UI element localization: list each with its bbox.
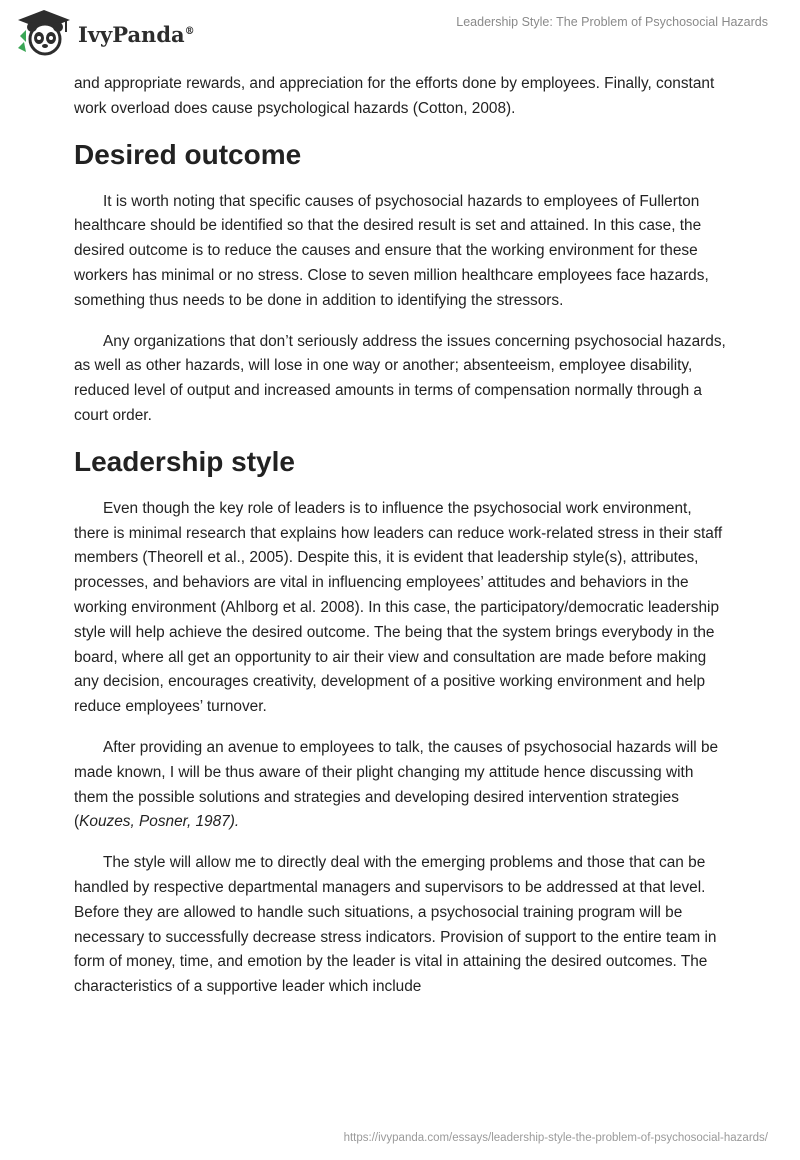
paragraph	[74, 736, 726, 835]
document-title: Leadership Style: The Problem of Psychosocial Hazards	[456, 15, 768, 29]
paragraph-text: After providing an avenue to employees to talk, the causes of psychosocial hazards will be made known, I will be thus aware of their plight changing my attitude hence discussing with them the possible solutions and strategies and developing desired intervention strategies (	[74, 738, 719, 831]
panda-graduate-icon	[14, 8, 74, 58]
paragraph: It is worth noting that specific causes of psychosocial hazards to employees of Fullerton healthcare should be identified so that the desired result is set and attained. In this case, the desired outcome is to reduce the causes and ensure that the working environment for these workers has minimal or no stress. Close to seven million healthcare employees face hazards, something thus needs to be done in addition to identifying the stressors.	[74, 192, 709, 309]
section-heading-desired-outcome: Desired outcome	[74, 138, 302, 170]
intro-paragraph: and appropriate rewards, and appreciation for the efforts done by employees. Finally, constant work overload does cause psychological hazards (Cotton, 2008).	[74, 75, 715, 117]
paragraph: Even though the key role of leaders is to influence the psychosocial work environment, there is minimal research that explains how leaders can reduce work-related stress in their staff members (Theorell et al., 2005). Despite this, it is evident that leadership style(s), attributes, processes, and behaviors are vital in influencing employees’ attitudes and behaviors in the working environment (Ahlborg et al. 2008). In this case, the participatory/democratic leadership style will help achieve the desired outcome. The being that the system brings everybody in the board, where all get an opportunity to air their view and consultation are made before making any decision, encourages creativity, development of a positive working environment and help reduce employees’ turnover.	[74, 499, 723, 716]
logo-wordmark	[78, 22, 195, 47]
ivypanda-logo[interactable]	[14, 8, 214, 58]
source-url[interactable]: https://ivypanda.com/essays/leadership-style-the-problem-of-psychosocial-hazards/	[343, 1132, 768, 1144]
paragraph: Any organizations that don’t seriously address the issues concerning psychosocial hazards, as well as other hazards, will lose in one way or another; absenteeism, employee disability, reduced level of output and increased amounts in terms of compensation normally through a court order.	[74, 332, 726, 424]
essay-content	[74, 72, 726, 1016]
registered-mark: ®	[184, 26, 195, 37]
logo-text: IvyPanda	[78, 22, 185, 47]
page-header	[0, 0, 800, 70]
paragraph: The style will allow me to directly deal with the emerging problems and those that can be handled by respective departmental managers and supervisors to be addressed at that level. Before they are allowed to handle such situations, a psychosocial training program will be necessary to successfully decrease stress indicators. Provision of support to the entire team in form of money, time, and emotion by the leader is vital in attaining the desired outcomes. The characteristics of a supportive leader which include	[74, 854, 717, 996]
section-heading-leadership-style: Leadership style	[74, 445, 295, 477]
citation: Kouzes, Posner, 1987).	[79, 813, 240, 831]
